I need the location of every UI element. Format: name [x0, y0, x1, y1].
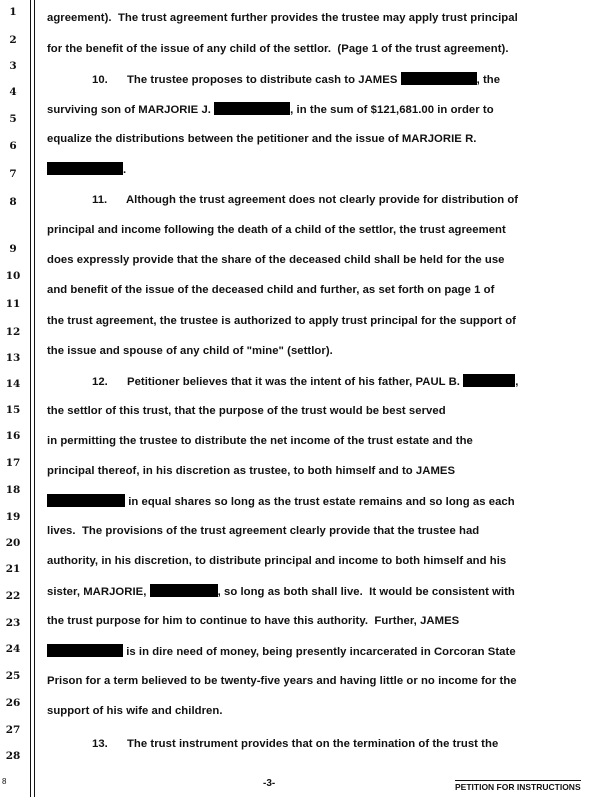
redaction-box [47, 644, 123, 657]
text-segment: the trust agreement, the trustee is authorized to apply trust principal for the support of [47, 315, 516, 327]
text-line [47, 614, 459, 628]
text-line [47, 704, 223, 718]
text-line [47, 554, 506, 568]
text-line [47, 644, 516, 659]
text-segment: in equal shares so long as the trust estate remains and so long as each [125, 496, 515, 508]
text-line [47, 674, 517, 688]
line-number: 24 [5, 643, 21, 655]
text-line [47, 344, 333, 358]
page-number: -3- [263, 778, 276, 789]
text-segment: does expressly provide that the share of the deceased child shall be held for the use [47, 254, 505, 266]
text-line [47, 42, 509, 56]
line-number: 16 [5, 430, 21, 442]
text-segment: equalize the distributions between the petitioner and the issue of MARJORIE R. [47, 133, 477, 145]
line-number: 3 [9, 60, 17, 72]
line-number: 18 [5, 484, 21, 496]
text-line [92, 737, 498, 751]
text-line [47, 584, 515, 599]
text-segment: and benefit of the issue of the deceased child and further, as set forth on page 1 of [47, 284, 495, 296]
text-segment: support of his wife and children. [47, 705, 223, 717]
text-line [47, 253, 505, 267]
line-number: 17 [5, 457, 21, 469]
text-line [92, 374, 518, 389]
text-line [47, 314, 516, 328]
text-line [92, 72, 500, 87]
text-segment: . [123, 164, 127, 176]
line-number: 10 [5, 270, 21, 282]
text-segment: is in dire need of money, being presently incarcerated in Corcoran State [123, 646, 516, 658]
redaction-box [401, 72, 477, 85]
line-number: 28 [5, 750, 21, 762]
redaction-box [47, 162, 123, 175]
text-segment: , [515, 376, 519, 388]
line-number: 8 [9, 196, 17, 208]
text-segment: surviving son of MARJORIE J. [47, 104, 215, 116]
margin-rule-outer [30, 0, 31, 797]
left-margin-mark: 8 [2, 777, 7, 786]
text-line [47, 494, 515, 509]
text-segment: , the [476, 74, 501, 86]
text-segment: the settlor of this trust, that the purpose of the trust would be best served [47, 405, 446, 417]
line-number: 1 [9, 6, 17, 18]
line-number: 9 [9, 243, 17, 255]
text-line [47, 11, 518, 25]
margin-rule-inner [34, 0, 35, 797]
text-segment: agreement). The trust agreement further provides the trustee may apply trust principal [47, 12, 518, 24]
text-segment: sister, MARJORIE, [47, 586, 150, 598]
line-number: 7 [9, 168, 17, 180]
line-number: 22 [5, 590, 21, 602]
redaction-box [47, 494, 125, 507]
text-segment: , in the sum of $121,681.00 in order to [290, 104, 494, 116]
line-number: 27 [5, 724, 21, 736]
text-segment: 12. Petitioner believes that it was the intent of his father, PAUL B. [92, 376, 464, 388]
line-number: 23 [5, 617, 21, 629]
line-number: 15 [5, 404, 21, 416]
redaction-box [150, 584, 218, 597]
text-segment: 13. The trust instrument provides that on the termination of the trust the [92, 738, 499, 750]
line-number: 6 [9, 140, 17, 152]
text-segment: the issue and spouse of any child of "mine" (settlor). [47, 345, 333, 357]
text-segment: for the benefit of the issue of any child of the settlor. (Page 1 of the trust agreement). [47, 43, 509, 55]
line-number: 12 [5, 326, 21, 338]
line-number: 4 [9, 86, 17, 98]
text-line [47, 404, 446, 418]
line-number: 20 [5, 537, 21, 549]
footer-title: PETITION FOR INSTRUCTIONS [455, 782, 581, 792]
line-number: 13 [5, 352, 21, 364]
text-segment: in permitting the trustee to distribute the net income of the trust estate and the [47, 435, 473, 447]
line-number: 21 [5, 563, 21, 575]
line-number: 25 [5, 670, 21, 682]
text-segment: 10. The trustee proposes to distribute cash to JAMES [92, 74, 401, 86]
text-line [47, 132, 476, 146]
line-number: 11 [5, 298, 21, 310]
text-line [47, 162, 126, 177]
text-segment: principal thereof, in his discretion as trustee, to both himself and to JAMES [47, 465, 456, 477]
text-line [47, 223, 506, 237]
text-line [47, 102, 494, 117]
text-line [47, 283, 494, 297]
line-number: 14 [5, 378, 21, 390]
text-line [47, 434, 473, 448]
text-line [47, 464, 455, 478]
text-segment: Prison for a term believed to be twenty-five years and having little or no income for the [47, 675, 517, 687]
redaction-box [463, 374, 515, 387]
text-segment: 11. Although the trust agreement does not clearly provide for distribution of [92, 194, 519, 206]
line-number: 26 [5, 697, 21, 709]
redaction-box [214, 102, 290, 115]
text-segment: lives. The provisions of the trust agreement clearly provide that the trustee had [47, 525, 480, 537]
line-number: 5 [9, 113, 17, 125]
line-number: 19 [5, 511, 21, 523]
text-segment: principal and income following the death of a child of the settlor, the trust agreement [47, 224, 506, 236]
line-number: 2 [9, 34, 17, 46]
text-segment: the trust purpose for him to continue to have this authority. Further, JAMES [47, 615, 460, 627]
text-line [47, 524, 479, 538]
text-line [92, 193, 518, 207]
text-segment: , so long as both shall live. It would be consistent with [217, 586, 515, 598]
text-segment: authority, in his discretion, to distribute principal and income to both himself and his [47, 555, 507, 567]
